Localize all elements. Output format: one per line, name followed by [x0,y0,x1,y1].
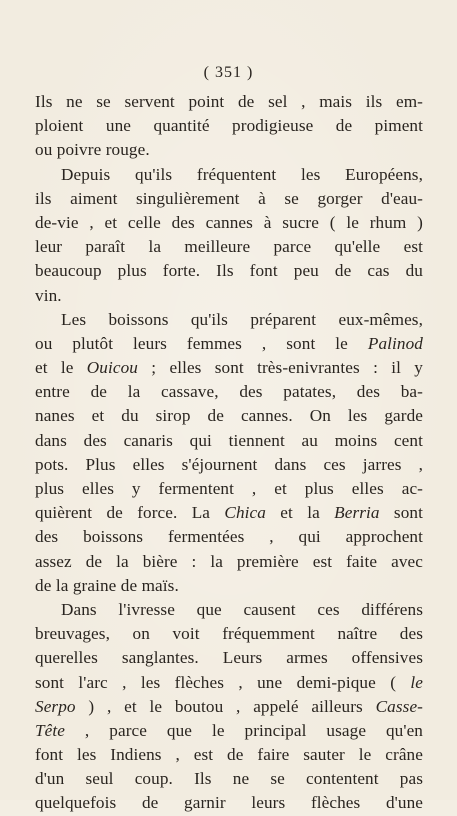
text-line [35,525,423,549]
text-segment: et la [265,503,335,523]
text-segment: vin. [35,285,62,305]
text-line [35,138,423,162]
text-line [35,114,423,138]
text-segment: entre de la cassave, des patates, des ba- [35,382,423,402]
italic-term: Tête [35,720,65,740]
text-segment: font les Indiens , est de faire sauter le crâne [35,745,423,765]
text-segment: ) , et le boutou , appelé ailleurs [75,696,376,716]
text-segment: ou plutôt leurs femmes , sont le [35,333,368,353]
text-line [35,332,423,356]
text-segment: ; elles sont très-enivrantes : il y [138,358,423,378]
text-line [35,163,423,187]
text-line [35,308,423,332]
page-number: ( 351 ) [203,64,254,81]
text-segment: querelles sanglantes. Leurs armes offensives [35,648,423,668]
text-line [35,719,423,743]
text-line [35,695,423,719]
text-line [35,767,423,791]
text-segment: sont l'arc , les flèches , une demi-pique ( [35,672,411,692]
text-line [35,259,423,283]
text-segment: quelquefois de garnir leurs flèches d'une [35,793,423,813]
text-line [35,671,423,695]
text-segment: plus elles y fermentent , et plus elles ac- [35,479,423,498]
italic-term: le [410,672,423,692]
italic-term: Ouicou [86,358,138,378]
text-segment: beaucoup plus forte. Ils font peu de cas du [35,261,423,281]
italic-term: Palinod [367,333,423,353]
text-line [35,453,423,477]
text-segment: assez de la bière : la première est faite avec [35,551,423,571]
text-line [35,791,423,815]
text-segment: des boissons fermentées , qui approchent [35,527,423,547]
text-segment: et le [35,358,87,378]
italic-term: Chica [224,503,266,523]
text-line [35,211,423,235]
text-line [35,404,423,428]
text-segment: ploient une quantité prodigieuse de piment [35,116,423,136]
italic-term: Casse- [375,696,423,716]
text-line [35,598,423,622]
text-segment: nanes et du sirop de cannes. On les garde [35,406,423,426]
text-line [35,622,423,646]
text-segment: pots. Plus elles s'éjournent dans ces jarres , [35,454,423,474]
text-segment: sont [379,503,423,523]
text-line [35,550,423,574]
text-line [35,187,423,211]
text-line [35,284,423,308]
text-segment: Dans l'ivresse que causent ces différens [61,599,423,619]
text-line [35,429,423,453]
text-line [35,574,423,598]
text-line [35,356,423,380]
text-segment: Les boissons qu'ils préparent eux-mêmes, [61,309,423,329]
italic-term: Berria [334,503,380,523]
text-segment: breuvages, on voit fréquemment naître des [35,624,423,644]
text-segment: de la graine de maïs. [35,575,179,595]
text-segment: , parce que le principal usage qu'en [65,720,423,740]
text-line [35,477,423,501]
text-segment: leur paraît la meilleure parce qu'elle est [35,237,423,257]
text-segment: ils aiment singulièrement à se gorger d'eau- [35,188,423,208]
text-segment: dans des canaris qui tiennent au moins cent [35,430,423,450]
text-line [35,380,423,404]
body-text [35,90,423,816]
italic-term: Serpo [35,696,76,716]
text-line [35,501,423,525]
text-segment: d'un seul coup. Ils ne se contentent pas [35,769,423,789]
text-segment: Ils ne se servent point de sel , mais ils em- [35,92,423,111]
text-line [35,235,423,259]
text-line [35,646,423,670]
text-line [35,90,423,114]
text-line [35,743,423,767]
text-segment: de-vie , et celle des cannes à sucre ( le rhum ) [35,212,423,232]
text-segment: quièrent de force. La [35,503,225,523]
text-segment: ou poivre rouge. [35,140,150,160]
text-segment: Depuis qu'ils fréquentent les Européens, [61,164,423,184]
